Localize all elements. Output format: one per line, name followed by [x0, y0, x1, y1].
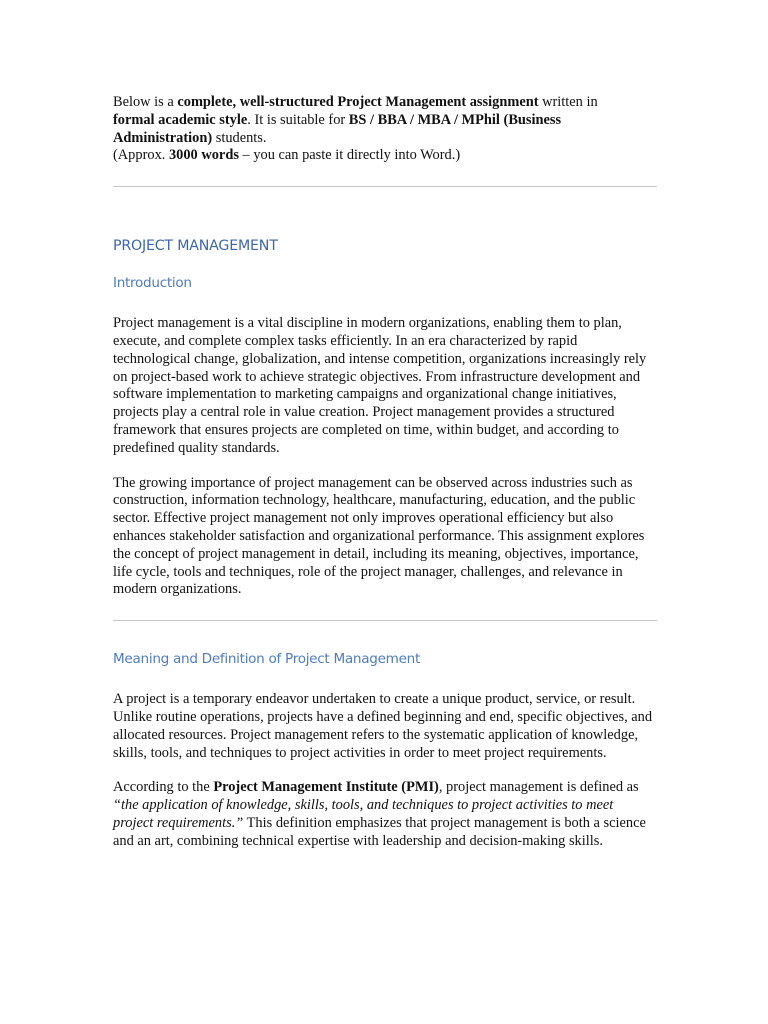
- horizontal-rule: [113, 620, 657, 621]
- intro-text: students.: [212, 129, 267, 146]
- introduction-paragraph-1: Project management is a vital discipline in modern organizations, enabling them to plan, execute, and complete complex tasks efficiently. In an era characterized by rapid technological change, globalization, and intense competition, organizations increasingly rely on project-based work to achieve strategic objectives. From infrastructure development and software implementation to marketing campaigns and organizational change initiatives, projects play a central role in value creation. Project management provides a structured framework that ensures projects are completed on time, within budget, and according to predefined quality standards.: [113, 315, 647, 456]
- pmi-bold: Project Management Institute (PMI): [213, 779, 439, 796]
- introduction-paragraph-2: The growing importance of project management can be observed across industries such as construction, information technology, healthcare, manufacturing, education, and the public sector. Effective project management not only improves operational efficiency but also enhances stakeholder satisfaction and organizational performance. This assignment explores the concept of project management in detail, including its meaning, objectives, importance, life cycle, tools and techniques, role of the project manager, challenges, and relevance in modern organizations.: [113, 474, 645, 598]
- meaning-paragraph-2: [113, 779, 657, 850]
- intro-text: . It is suitable for: [247, 111, 349, 128]
- horizontal-rule: [113, 186, 657, 187]
- intro-bold-assignment: complete, well-structured Project Management assignment: [177, 94, 539, 110]
- document-title: PROJECT MANAGEMENT: [113, 238, 278, 255]
- meaning-paragraph-1: A project is a temporary endeavor undertaken to create a unique product, service, or result. Unlike routine operations, projects have a defined beginning and end, specific objectives, and allocated resources. Project management refers to the systematic application of knowledge, skills, tools, and techniques to project activities in order to meet project requirements.: [113, 691, 653, 761]
- intro-text: Below is a: [113, 94, 178, 110]
- intro-bold-programs: BS / BBA / MBA / MPhil (Business Administration): [113, 111, 562, 146]
- meaning-text: , project management is defined as: [438, 779, 639, 796]
- intro-text: – you can paste it directly into Word.): [238, 147, 461, 164]
- intro-bold-style: formal academic style: [113, 111, 248, 128]
- meaning-heading: Meaning and Definition of Project Management: [113, 651, 421, 668]
- pmi-definition-quote: “the application of knowledge, skills, tools, and techniques to project activities to meet project requirements.”: [113, 797, 614, 831]
- document-page: [113, 0, 657, 851]
- intro-bold-wordcount: 3000 words: [168, 147, 239, 164]
- introduction-heading: Introduction: [113, 275, 192, 292]
- intro-note: [113, 94, 657, 165]
- intro-text: (Approx.: [113, 147, 169, 164]
- intro-text: written in: [538, 94, 598, 110]
- meaning-text: According to the: [113, 779, 214, 796]
- meaning-text: This definition emphasizes that project management is both a science and an art, combining technical expertise with leadership and decision-making skills.: [113, 814, 646, 849]
